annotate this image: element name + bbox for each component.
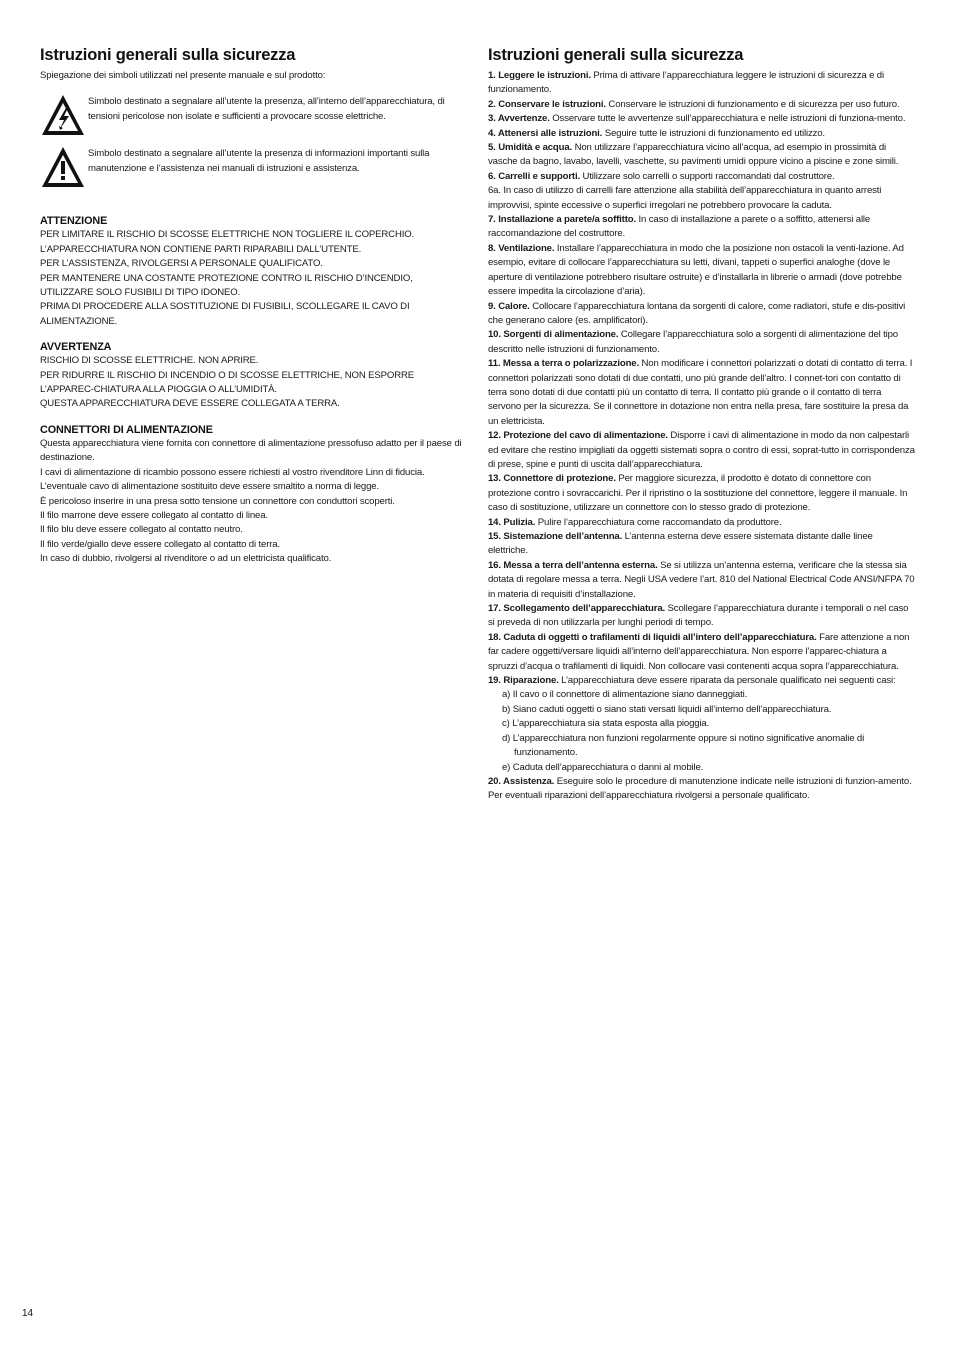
instruction-item <box>488 674 915 688</box>
instruction-item-text: Pulire l’apparecchiatura come raccomandato da produttore. <box>535 516 782 528</box>
right-title: Istruzioni generali sulla sicurezza <box>488 46 744 64</box>
avvertenza-line: QUESTA APPARECCHIATURA DEVE ESSERE COLLEGATA A TERRA. <box>40 398 340 410</box>
instruction-item-title: 9. Calore. <box>488 300 530 312</box>
instruction-item <box>488 516 915 530</box>
connettori-line: Il filo verde/giallo deve essere collegato al contatto di terra. <box>40 538 280 550</box>
instruction-item <box>488 112 915 126</box>
exclamation-warning-icon <box>40 145 86 189</box>
instruction-item-title: 4. Attenersi alle istruzioni. <box>488 127 603 139</box>
instruction-item-title: 16. Messa a terra dell’antenna esterna. <box>488 559 658 571</box>
instruction-item-text: In caso di installazione a parete o a soffitto, attenersi alle raccomandazione del costruttore. <box>488 214 871 240</box>
instruction-item-text: Disporre i cavi di alimentazione in modo da non calpestarli ed evitare che restino impigliati da oggetti sistemati sopra o contro di essi, soprat-tutto in corrispondenza di prese, spine e punti di uscita dall’apparecchiatura. <box>488 430 915 470</box>
instruction-item-title: 13. Connettore di protezione. <box>488 473 616 485</box>
avvertenza-line: PER RIDURRE IL RISCHIO DI INCENDIO O DI SCOSSE ELETTRICHE, NON ESPORRE L’APPAREC-CHIATURA ALLA PIOGGIA O ALL’UMIDITÀ. <box>40 369 415 396</box>
attenzione-heading: ATTENZIONE <box>40 215 108 228</box>
avvertenza-section <box>40 341 465 412</box>
connettori-line: I cavi di alimentazione di ricambio possono essere richiesti al vostro rivenditore Linn di fiducia. <box>40 466 425 478</box>
instruction-item-title: 14. Pulizia. <box>488 516 536 528</box>
symbol-row-lightning <box>40 93 465 137</box>
instruction-item-text: Seguire tutte le istruzioni di funzionamento ed utilizzo. <box>602 127 825 139</box>
instruction-item-text: Non modificare i connettori polarizzati o dotati di contatto di terra. I connettori polarizzati sono dotati di due contatti, uno più grande dell’altro. I connet-tori con contatto di terra sono dotati di due contatti più un contatto di terra. Il contatto più grande o il contatto di terra servono per la sicurezza. Se il connettore in dotazione non entra nella presa, fare sostituire la presa da un elettricista. <box>488 358 913 427</box>
symbol-text-exclamation: Simbolo destinato a segnalare all’utente la presenza di informazioni importanti sulla manutenzione e l’assistenza nei manuali di istruzioni e assistenza. <box>88 148 430 174</box>
left-column <box>40 46 465 567</box>
avvertenza-heading: AVVERTENZA <box>40 341 112 354</box>
instruction-item <box>488 213 915 242</box>
connettori-line: Il filo marrone deve essere collegato al contatto di linea. <box>40 509 268 521</box>
instruction-item <box>488 559 915 602</box>
attenzione-line: PER MANTENERE UNA COSTANTE PROTEZIONE CONTRO IL RISCHIO D’INCENDIO, UTILIZZARE SOLO FUSIBILI DI TIPO IDONEO. <box>40 272 413 299</box>
instruction-item-title: 11. Messa a terra o polarizzazione. <box>488 358 639 370</box>
instruction-item-text: Conservare le istruzioni di funzionamento e di sicurezza per uso futuro. <box>605 98 900 110</box>
instruction-item <box>488 300 915 329</box>
instruction-item-text: Prima di attivare l’apparecchiatura leggere le istruzioni di sicurezza e di funzionamento. <box>488 70 884 96</box>
instruction-item-title: 8. Ventilazione. <box>488 242 555 254</box>
instruction-item <box>488 170 915 184</box>
instruction-item <box>488 242 915 300</box>
avvertenza-line: RISCHIO DI SCOSSE ELETTRICHE. NON APRIRE. <box>40 355 259 367</box>
repair-case-item: e) Caduta dell’apparecchiatura o danni al mobile. <box>502 761 704 773</box>
repair-case-item: b) Siano caduti oggetti o siano stati versati liquidi all’interno dell’apparecchiatura. <box>502 703 832 715</box>
left-title: Istruzioni generali sulla sicurezza <box>40 46 296 64</box>
instruction-item-text: 6a. In caso di utilizzo di carrelli fare attenzione alla stabilità dell’apparecchiatura in quanto arresti improvvisi, spinte eccessive o superfici irregolari ne potrebbero provocare la caduta. <box>488 185 882 211</box>
instruction-item-text: L’antenna esterna deve essere sistemata distante dalle linee elettriche. <box>488 531 873 557</box>
instruction-item <box>488 127 915 141</box>
attenzione-line: PER L’ASSISTENZA, RIVOLGERSI A PERSONALE QUALIFICATO. <box>40 258 323 270</box>
page-number: 14 <box>22 1308 34 1319</box>
right-column <box>488 46 915 804</box>
instruction-item <box>488 69 915 98</box>
instruction-item-title: 17. Scollegamento dell’apparecchiatura. <box>488 603 666 615</box>
instruction-item-text: Eseguire solo le procedure di manutenzione indicate nelle istruzioni di funzion-amento. Per eventuali riparazioni dell’apparecchiatura rivolgersi a personale qualificato. <box>488 775 912 802</box>
instruction-item <box>488 530 915 559</box>
lightning-warning-icon <box>40 93 86 137</box>
repair-case-item: a) Il cavo o il connettore di alimentazione siano danneggiati. <box>502 689 748 701</box>
symbols-intro: Spiegazione dei simboli utilizzati nel presente manuale e sul prodotto: <box>40 70 326 81</box>
instruction-item-title: 6. Carrelli e supporti. <box>488 170 580 182</box>
instruction-item-title: 7. Installazione a parete/a soffitto. <box>488 214 636 226</box>
instruction-item-title: 3. Avvertenze. <box>488 113 550 125</box>
connettori-line: È pericoloso inserire in una presa sotto tensione un connettore con conduttori scoperti. <box>40 495 395 507</box>
instruction-item-text: L’apparecchiatura deve essere riparata da personale qualificato nei seguenti casi: <box>558 675 896 687</box>
instruction-item-text: Fare attenzione a non far cadere oggetti/versare liquidi all’interno dell’apparecchiatura. Non esporre l’apparec-chiatura a spruzzi d’acqua o trafilamenti di liquidi. Non collocare vasi contenenti acqua sopra l’apparecchiatura. <box>488 631 910 672</box>
instruction-item-text: Se si utilizza un’antenna esterna, verificare che la stessa sia dotata di regolare messa a terra. Negli USA vedere l’art. 810 del National Electrical Code ANSI/NFPA 70 in materia di requisiti d’installazione. <box>488 559 915 600</box>
attenzione-line: L’APPARECCHIATURA NON CONTIENE PARTI RIPARABILI DALL’UTENTE. <box>40 243 362 255</box>
attenzione-line: PER LIMITARE IL RISCHIO DI SCOSSE ELETTRICHE NON TOGLIERE IL COPERCHIO. <box>40 229 415 241</box>
connettori-line: Questa apparecchiatura viene fornita con connettore di alimentazione pressofuso adatto per il paese di destinazione. <box>40 437 462 464</box>
connettori-section <box>40 424 465 567</box>
instruction-item <box>488 184 915 213</box>
instruction-item-title: 20. Assistenza. <box>488 775 555 787</box>
instruction-item <box>488 429 915 472</box>
connettori-heading: CONNETTORI DI ALIMENTAZIONE <box>40 423 213 436</box>
instruction-item <box>488 357 915 429</box>
instruction-item-title: 10. Sorgenti di alimentazione. <box>488 329 619 341</box>
instruction-item-text: Osservare tutte le avvertenze sull’apparecchiatura e nelle istruzioni di funziona-mento. <box>549 113 906 125</box>
instruction-item-title: 19. Riparazione. <box>488 675 559 687</box>
instruction-item-text: Non utilizzare l’apparecchiatura vicino all’acqua, ad esempio in prossimità di vasche da bagno, lavabo, lavelli, vaschette, su pavimenti umidi oppure vicino a piscine e zone simili. <box>488 142 899 168</box>
repair-case-item: c) L’apparecchiatura sia stata esposta alla pioggia. <box>502 718 710 730</box>
repair-cases-list <box>488 688 915 774</box>
instruction-item-text: Utilizzare solo carrelli o supporti raccomandati dal costruttore. <box>579 170 835 182</box>
instruction-item <box>488 602 915 631</box>
safety-instructions-list <box>488 69 915 804</box>
instruction-item-title: 15. Sistemazione dell’antenna. <box>488 531 623 542</box>
instruction-item-title: 12. Protezione del cavo di alimentazione. <box>488 430 668 442</box>
instruction-item <box>488 141 915 170</box>
instruction-item-title: 5. Umidità e acqua. <box>488 142 573 154</box>
attenzione-section <box>40 215 465 329</box>
instruction-item-title: 2. Conservare le istruzioni. <box>488 98 606 110</box>
attenzione-line: PRIMA DI PROCEDERE ALLA SOSTITUZIONE DI FUSIBILI, SCOLLEGARE IL CAVO DI ALIMENTAZIONE. <box>40 301 410 327</box>
instruction-item <box>488 98 915 112</box>
instruction-item-text: Collegare l’apparecchiatura solo a sorgenti di alimentazione del tipo descritto nelle istruzioni di funzionamento. <box>488 329 898 355</box>
connettori-line: In caso di dubbio, rivolgersi al rivenditore o ad un elettricista qualificato. <box>40 553 332 565</box>
instruction-item <box>488 328 915 357</box>
instruction-item-text: Collocare l’apparecchiatura lontana da sorgenti di calore, come radiatori, stufe e dis-positivi che generano calore (es. amplificatori). <box>488 300 906 326</box>
instruction-item-text: Per maggiore sicurezza, il prodotto è dotato di connettore con protezione contro i sovraccarichi. Per il ripristino o la sostituzione del connettore, leggere il manuale. In caso di sostituzione, utilizzare un connettore con lo stesso grado di protezione. <box>488 473 908 514</box>
instruction-item-text: Scollegare l’apparecchiatura durante i temporali o nel caso si preveda di non utilizzarla per lunghi periodi di tempo. <box>488 603 909 629</box>
instruction-item <box>488 631 915 674</box>
instruction-item-title: 18. Caduta di oggetti o trafilamenti di liquidi all’intero dell’apparecchiatura. <box>488 631 817 643</box>
repair-case-item: d) L’apparecchiatura non funzioni regolarmente oppure si notino significative anomalie di funzionamento. <box>502 732 865 759</box>
instruction-item-title: 1. Leggere le istruzioni. <box>488 70 591 81</box>
instruction-item <box>488 472 915 515</box>
connettori-line: L’eventuale cavo di alimentazione sostituito deve essere smaltito a norma di legge. <box>40 481 379 493</box>
connettori-line: Il filo blu deve essere collegato al contatto neutro. <box>40 524 243 536</box>
instruction-item <box>488 775 915 804</box>
instruction-item-text: Installare l’apparecchiatura in modo che la posizione non ostacoli la venti-lazione. Ad esempio, evitare di collocare l’apparecchiatura su letti, divani, tappeti o superfici analoghe (dove le aperture di ventilazione potrebbero risultare ostruite) e d’installarla in librerie o armadi (dove potrebbe essere impedita la circolazione d’aria). <box>488 242 904 298</box>
symbol-text-lightning: Simbolo destinato a segnalare all’utente la presenza, all’interno dell’apparecchiatura, di tensioni pericolose non isolate e sufficienti a provocare scosse elettriche. <box>88 96 445 122</box>
symbol-row-exclamation <box>40 145 465 189</box>
